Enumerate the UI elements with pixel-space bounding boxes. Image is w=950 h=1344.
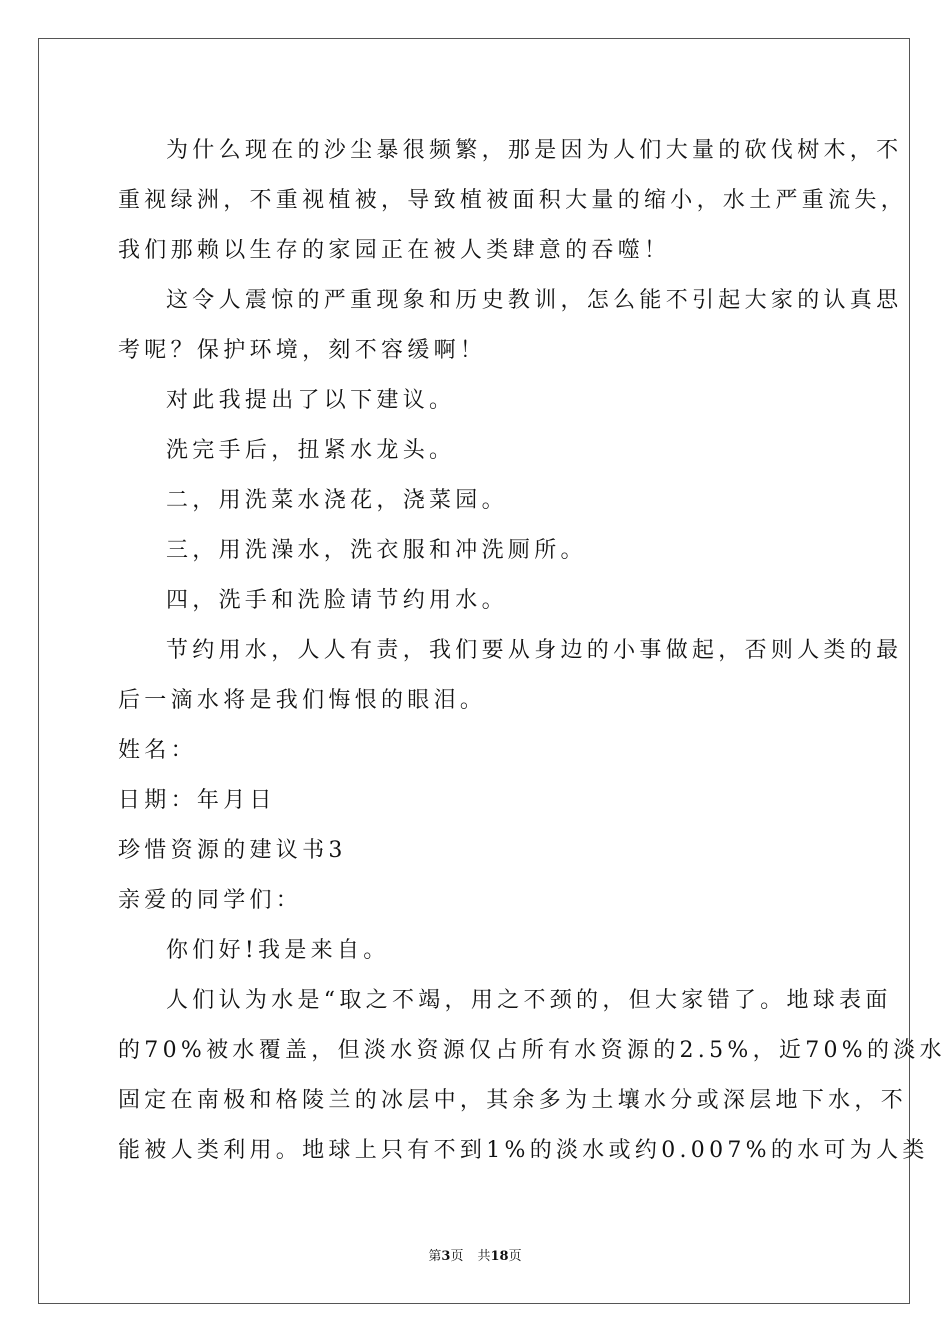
total-prefix: 共 (477, 1249, 491, 1264)
text-line: 洗完手后，扭紧水龙头。 (166, 438, 456, 463)
text-line: 能被人类利用。地球上只有不到1%的淡水或约0.007%的水可为人类 (118, 1138, 929, 1163)
page-suffix: 页 (450, 1249, 464, 1264)
text-line: 三，用洗澡水，洗衣服和冲洗厕所。 (166, 538, 587, 563)
text-line: 重视绿洲，不重视植被，导致植被面积大量的缩小，水土严重流失， (118, 188, 908, 213)
text-line: 为什么现在的沙尘暴很频繁，那是因为人们大量的砍伐树木，不 (166, 138, 903, 163)
text-line: 的70%被水覆盖，但淡水资源仅占所有水资源的2.5%，近70%的淡水 (118, 1038, 946, 1063)
text-line: 节约用水，人人有责，我们要从身边的小事做起，否则人类的最 (166, 638, 903, 663)
page-number: 3 (441, 1249, 451, 1264)
page-footer (0, 1248, 950, 1266)
text-line: 固定在南极和格陵兰的冰层中，其余多为土壤水分或深层地下水，不 (118, 1088, 908, 1113)
text-line: 人们认为水是“取之不竭，用之不颈的，但大家错了。地球表面 (166, 988, 892, 1013)
text-line: 亲爱的同学们： (118, 888, 303, 913)
text-line: 后一滴水将是我们悔恨的眼泪。 (118, 688, 487, 713)
document-body (118, 126, 946, 1176)
text-line: 二，用洗菜水浇花，浇菜园。 (166, 488, 508, 513)
text-line: 姓名： (118, 738, 197, 763)
text-line: 对此我提出了以下建议。 (166, 388, 456, 413)
text-line: 四，洗手和洗脸请节约用水。 (166, 588, 508, 613)
text-line: 这令人震惊的严重现象和历史教训，怎么能不引起大家的认真思 (166, 288, 903, 313)
total-suffix: 页 (508, 1249, 522, 1264)
page-prefix: 第 (428, 1249, 442, 1264)
text-line: 考呢？保护环境，刻不容缓啊！ (118, 338, 487, 363)
text-line: 珍惜资源的建议书3 (118, 838, 347, 863)
text-line: 我们那赖以生存的家园正在被人类肆意的吞噬！ (118, 238, 671, 263)
text-line: 你们好!我是来自。 (166, 938, 390, 963)
total-pages: 18 (490, 1249, 509, 1264)
text-line: 日期：年月日 (118, 788, 276, 813)
